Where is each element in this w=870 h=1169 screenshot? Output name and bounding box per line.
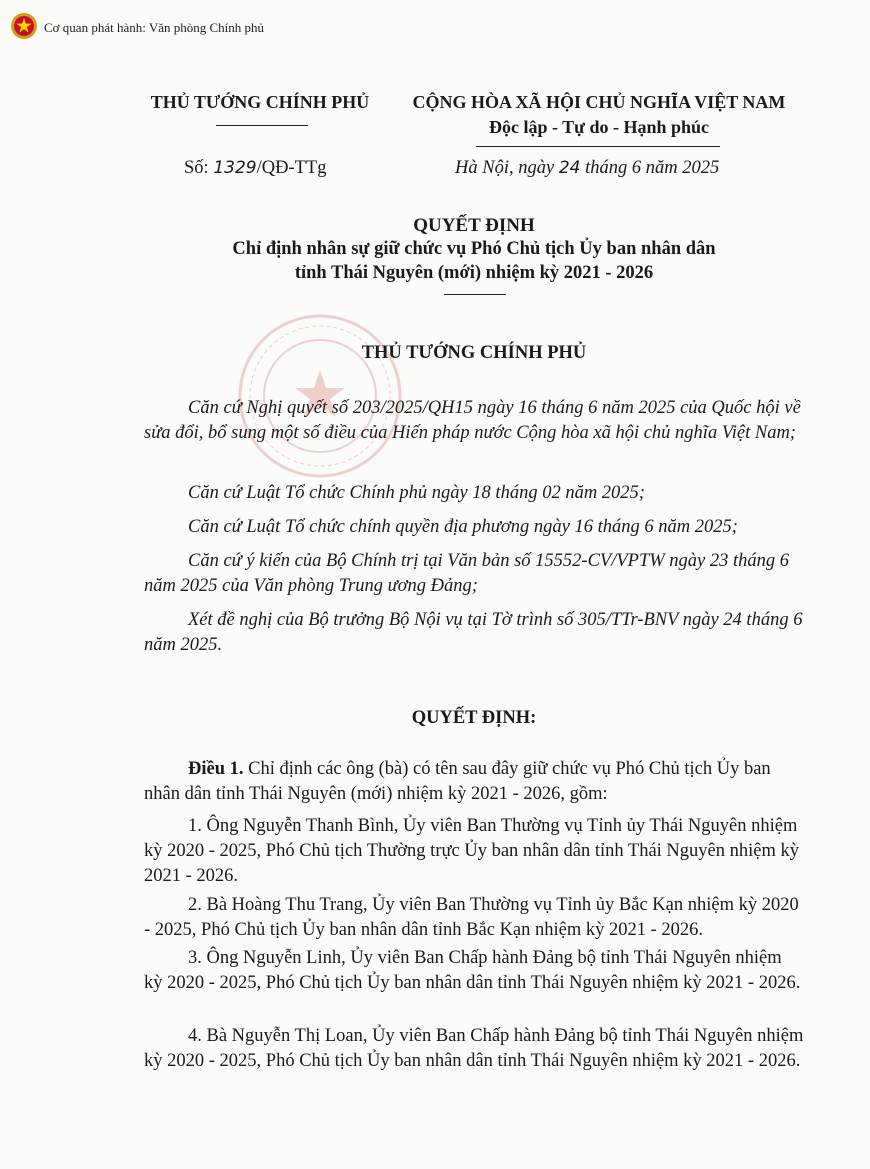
article-1-label: Điều 1. bbox=[188, 759, 244, 779]
handwritten-day: 24 bbox=[558, 158, 581, 178]
article-1 bbox=[144, 757, 804, 807]
legal-basis-4: Căn cứ ý kiến của Bộ Chính trị tại Văn bản số 15552-CV/VPTW ngày 23 tháng 6 năm 2025 của Văn phòng Trung ương Đảng; bbox=[144, 551, 790, 596]
national-motto: Độc lập - Tự do - Hạnh phúc bbox=[488, 117, 710, 137]
legal-basis-2: Căn cứ Luật Tổ chức Chính phủ ngày 18 tháng 02 năm 2025; bbox=[188, 483, 645, 503]
motto-underline bbox=[476, 146, 720, 147]
issuer-underline bbox=[216, 125, 308, 126]
appointee-2: 2. Bà Hoàng Thu Trang, Ủy viên Ban Thường vụ Tỉnh ủy Bắc Kạn nhiệm kỳ 2020 - 2025, Phó Chủ tịch Ủy ban nhân dân tỉnh Bắc Kạn nhiệm kỳ 2021 - 2026. bbox=[144, 895, 799, 940]
legal-basis-3: Căn cứ Luật Tổ chức chính quyền địa phương ngày 16 tháng 6 năm 2025; bbox=[188, 517, 738, 537]
subject-line-1: Chỉ định nhân sự giữ chức vụ Phó Chủ tịch Ủy ban nhân dân bbox=[232, 239, 716, 259]
publisher-label: Cơ quan phát hành: Văn phòng Chính phủ bbox=[44, 20, 265, 35]
appointee-1: 1. Ông Nguyễn Thanh Bình, Ủy viên Ban Thường vụ Tỉnh ủy Thái Nguyên nhiệm kỳ 2020 - 2025, Phó Chủ tịch Thường trực Ủy ban nhân dân tỉnh Thái Nguyên nhiệm kỳ 2021 - 2026. bbox=[144, 816, 799, 886]
handwritten-number: 1329 bbox=[213, 158, 257, 178]
subject-line-2: tỉnh Thái Nguyên (mới) nhiệm kỳ 2021 - 2026 bbox=[294, 263, 654, 283]
document-type: QUYẾT ĐỊNH bbox=[413, 215, 535, 236]
document-date bbox=[455, 158, 719, 179]
legal-basis-5: Xét đề nghị của Bộ trưởng Bộ Nội vụ tại Tờ trình số 305/TTr-BNV ngày 24 tháng 6 năm 2025. bbox=[144, 610, 803, 655]
number-suffix: /QĐ-TTg bbox=[256, 158, 327, 178]
appointee-4: 4. Bà Nguyễn Thị Loan, Ủy viên Ban Chấp hành Đảng bộ tỉnh Thái Nguyên nhiệm kỳ 2020 - 2025, Phó Chủ tịch Ủy ban nhân dân tỉnh Thái Nguyên nhiệm kỳ 2021 - 2026. bbox=[144, 1026, 804, 1071]
national-emblem-icon bbox=[10, 12, 38, 40]
authority-heading: THỦ TƯỚNG CHÍNH PHỦ bbox=[361, 343, 587, 363]
subject-underline bbox=[444, 294, 506, 295]
decides-heading: QUYẾT ĐỊNH: bbox=[411, 708, 537, 728]
document-number bbox=[184, 158, 326, 179]
date-suffix: tháng 6 năm 2025 bbox=[580, 158, 720, 178]
date-prefix: Hà Nội, ngày bbox=[455, 158, 559, 178]
number-prefix: Số: bbox=[184, 158, 214, 178]
issuer-title: THỦ TƯỚNG CHÍNH PHỦ bbox=[150, 92, 370, 112]
article-1-text: Chỉ định các ông (bà) có tên sau đây giữ chức vụ Phó Chủ tịch Ủy ban nhân dân tỉnh Thái Nguyên (mới) nhiệm kỳ 2021 - 2026, gồm: bbox=[144, 759, 771, 804]
legal-basis-1: Căn cứ Nghị quyết số 203/2025/QH15 ngày 16 tháng 6 năm 2025 của Quốc hội về sửa đổi, bổ sung một số điều của Hiến pháp nước Cộng hòa xã hội chủ nghĩa Việt Nam; bbox=[144, 398, 801, 443]
document-header-bar bbox=[0, 0, 870, 48]
nation-title: CỘNG HÒA XÃ HỘI CHỦ NGHĨA VIỆT NAM bbox=[412, 92, 786, 112]
appointee-3: 3. Ông Nguyễn Linh, Ủy viên Ban Chấp hành Đảng bộ tỉnh Thái Nguyên nhiệm kỳ 2020 - 2025, Phó Chủ tịch Ủy ban nhân dân tỉnh Thái Nguyên nhiệm kỳ 2021 - 2026. bbox=[144, 948, 801, 993]
